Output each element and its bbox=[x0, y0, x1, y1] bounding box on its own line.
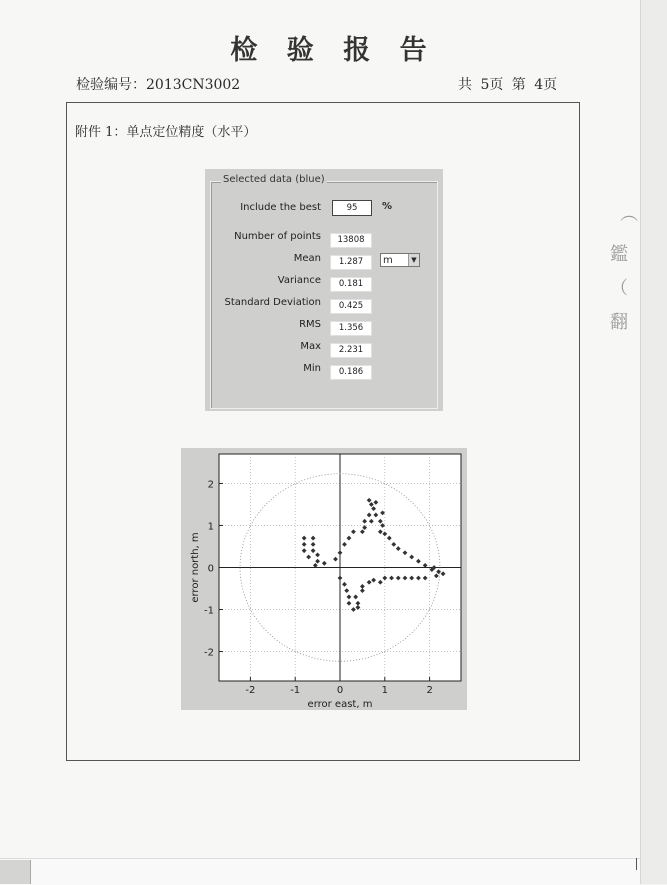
stat-value: 13808 bbox=[330, 233, 372, 248]
y-axis-label: error north, m bbox=[190, 532, 201, 603]
edge-tick bbox=[636, 858, 637, 870]
scan-edge bbox=[640, 0, 667, 884]
stat-value: 1.356 bbox=[330, 321, 372, 336]
y-tick-label: 1 bbox=[207, 521, 214, 533]
error-scatter-plot bbox=[181, 448, 467, 710]
x-tick-label: 0 bbox=[336, 685, 344, 696]
bottom-edge bbox=[0, 858, 640, 885]
x-axis-label: error east, m bbox=[307, 699, 373, 710]
chevron-down-icon[interactable]: ▼ bbox=[408, 254, 419, 266]
include-label: Include the best bbox=[240, 202, 321, 213]
attachment-label: 附件 1：单点定位精度（水平） bbox=[75, 125, 257, 140]
include-input[interactable]: 95 bbox=[332, 200, 372, 216]
stat-value: 0.186 bbox=[330, 365, 372, 380]
group-title: Selected data (blue) bbox=[223, 174, 325, 185]
seal-stamp: （ 鑑 （ 翻 bbox=[610, 204, 638, 333]
page-marker bbox=[0, 860, 31, 884]
unit-select[interactable] bbox=[380, 253, 420, 267]
y-tick-label: -2 bbox=[204, 647, 214, 659]
stat-label: Min bbox=[303, 363, 321, 374]
stat-label: RMS bbox=[299, 319, 321, 330]
x-tick-label: -1 bbox=[290, 685, 301, 696]
stat-value: 0.181 bbox=[330, 277, 372, 292]
stat-label: Variance bbox=[277, 275, 321, 286]
stat-label: Standard Deviation bbox=[224, 297, 321, 308]
y-tick-label: 0 bbox=[207, 563, 214, 575]
report-title: 检 验 报 告 bbox=[230, 35, 437, 66]
stat-label: Max bbox=[300, 341, 321, 352]
x-tick-label: 1 bbox=[381, 685, 389, 696]
y-tick-label: -1 bbox=[204, 605, 214, 617]
page-info: 共 5页 第 4页 bbox=[458, 77, 558, 93]
selected-data-group bbox=[210, 181, 438, 409]
stat-value: 2.231 bbox=[330, 343, 372, 358]
y-tick-label: 2 bbox=[207, 479, 214, 491]
stats-panel bbox=[205, 169, 443, 411]
stat-value: 0.425 bbox=[330, 299, 372, 314]
stat-value: 1.287 bbox=[330, 255, 372, 270]
stat-label: Mean bbox=[293, 253, 321, 264]
stat-label: Number of points bbox=[234, 231, 321, 242]
unit-select-value: m bbox=[383, 255, 393, 266]
percent-unit: % bbox=[382, 201, 393, 212]
x-tick-label: 2 bbox=[426, 685, 433, 696]
report-number: 检验编号：2013CN3002 bbox=[76, 77, 241, 93]
x-tick-label: -2 bbox=[245, 685, 256, 696]
